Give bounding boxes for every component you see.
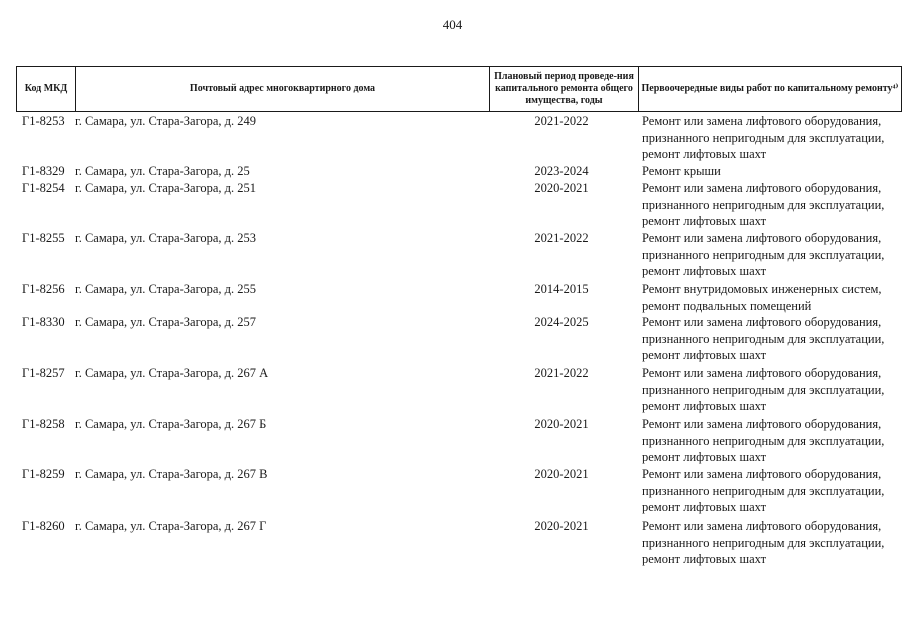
work-line: признанного непригодным для эксплуатации, bbox=[642, 130, 885, 145]
work-line: признанного непригодным для эксплуатации, bbox=[642, 382, 885, 397]
work-line: Ремонт крыши bbox=[642, 164, 721, 178]
row-period: 2021-2022 bbox=[534, 366, 589, 380]
row-period: 2014-2015 bbox=[534, 282, 589, 296]
work-line: признанного непригодным для эксплуатации, bbox=[642, 535, 885, 550]
work-line: Ремонт или замена лифтового оборудования, bbox=[642, 315, 882, 329]
table-row bbox=[16, 466, 901, 518]
work-line: Ремонт или замена лифтового оборудования, bbox=[642, 519, 882, 533]
row-works bbox=[642, 113, 901, 163]
row-address: г. Самара, ул. Стара-Загора, д. 257 bbox=[75, 315, 257, 329]
work-line: ремонт лифтовых шахт bbox=[642, 214, 767, 228]
work-line: ремонт лифтовых шахт bbox=[642, 264, 767, 278]
row-address: г. Самара, ул. Стара-Загора, д. 267 Г bbox=[75, 519, 267, 533]
row-period: 2020-2021 bbox=[534, 519, 589, 533]
work-line: ремонт лифтовых шахт bbox=[642, 348, 767, 362]
row-works bbox=[642, 466, 901, 516]
table-row bbox=[16, 163, 901, 180]
work-line: признанного непригодным для эксплуатации, bbox=[642, 331, 885, 346]
work-line: Ремонт или замена лифтового оборудования, bbox=[642, 366, 882, 380]
table-row bbox=[16, 180, 901, 230]
row-address: г. Самара, ул. Стара-Загора, д. 251 bbox=[75, 181, 257, 195]
header-works: Первоочередные виды работ по капитальному ремонту⁴⁾ bbox=[639, 67, 902, 112]
work-line: ремонт лифтовых шахт bbox=[642, 147, 767, 161]
work-line: признанного непригодным для эксплуатации, bbox=[642, 433, 885, 448]
table-body bbox=[16, 113, 901, 568]
header-code: Код МКД bbox=[17, 67, 76, 112]
work-line: признанного непригодным для эксплуатации, bbox=[642, 247, 885, 262]
row-code: Г1-8257 bbox=[22, 366, 65, 380]
row-period: 2021-2022 bbox=[534, 114, 589, 128]
row-address: г. Самара, ул. Стара-Загора, д. 267 Б bbox=[75, 417, 267, 431]
work-line: Ремонт или замена лифтового оборудования, bbox=[642, 114, 882, 128]
row-period: 2021-2022 bbox=[534, 231, 589, 245]
row-period: 2020-2021 bbox=[534, 417, 589, 431]
row-works bbox=[642, 416, 901, 466]
table-row bbox=[16, 230, 901, 281]
work-line: ремонт лифтовых шахт bbox=[642, 500, 767, 514]
row-code: Г1-8260 bbox=[22, 519, 65, 533]
work-line: ремонт лифтовых шахт bbox=[642, 450, 767, 464]
table-header bbox=[16, 66, 902, 112]
row-code: Г1-8329 bbox=[22, 164, 65, 178]
work-line: признанного непригодным для эксплуатации, bbox=[642, 197, 885, 212]
table-row bbox=[16, 416, 901, 466]
row-code: Г1-8255 bbox=[22, 231, 65, 245]
header-address: Почтовый адрес многоквартирного дома bbox=[76, 67, 490, 112]
work-line: ремонт подвальных помещений bbox=[642, 298, 812, 313]
row-code: Г1-8330 bbox=[22, 315, 65, 329]
row-works bbox=[642, 281, 901, 314]
row-works bbox=[642, 314, 901, 364]
row-address: г. Самара, ул. Стара-Загора, д. 267 А bbox=[75, 366, 269, 380]
work-line: Ремонт внутридомовых инженерных систем, bbox=[642, 282, 882, 296]
header-row bbox=[17, 67, 902, 112]
row-period: 2020-2021 bbox=[534, 467, 589, 481]
table-row bbox=[16, 518, 901, 568]
row-works bbox=[642, 230, 901, 280]
header-period: Плановый период проведе-ния капитального ремонта общего имущества, годы bbox=[490, 67, 639, 112]
row-code: Г1-8253 bbox=[22, 114, 65, 128]
work-line: ремонт лифтовых шахт bbox=[642, 399, 767, 413]
row-works bbox=[642, 365, 901, 415]
work-line: Ремонт или замена лифтового оборудования, bbox=[642, 181, 882, 195]
row-period: 2024-2025 bbox=[534, 315, 589, 329]
table-row bbox=[16, 365, 901, 416]
row-address: г. Самара, ул. Стара-Загора, д. 267 В bbox=[75, 467, 268, 481]
work-line: Ремонт или замена лифтового оборудования, bbox=[642, 231, 882, 245]
row-period: 2023-2024 bbox=[534, 164, 589, 178]
row-works bbox=[642, 518, 901, 568]
row-code: Г1-8256 bbox=[22, 282, 65, 296]
table-row bbox=[16, 113, 901, 163]
work-line: ремонт лифтовых шахт bbox=[642, 552, 767, 566]
row-address: г. Самара, ул. Стара-Загора, д. 249 bbox=[75, 114, 257, 128]
row-code: Г1-8259 bbox=[22, 467, 65, 481]
page-number: 404 bbox=[442, 17, 463, 32]
row-code: Г1-8258 bbox=[22, 417, 65, 431]
row-works bbox=[642, 180, 901, 230]
row-address: г. Самара, ул. Стара-Загора, д. 253 bbox=[75, 231, 257, 245]
table-row bbox=[16, 281, 901, 314]
row-code: Г1-8254 bbox=[22, 181, 65, 195]
row-address: г. Самара, ул. Стара-Загора, д. 25 bbox=[75, 164, 250, 178]
table-row bbox=[16, 314, 901, 365]
row-works bbox=[642, 163, 901, 180]
row-address: г. Самара, ул. Стара-Загора, д. 255 bbox=[75, 282, 257, 296]
work-line: признанного непригодным для эксплуатации, bbox=[642, 483, 885, 498]
row-period: 2020-2021 bbox=[534, 181, 589, 195]
work-line: Ремонт или замена лифтового оборудования, bbox=[642, 417, 882, 431]
work-line: Ремонт или замена лифтового оборудования, bbox=[642, 467, 882, 481]
